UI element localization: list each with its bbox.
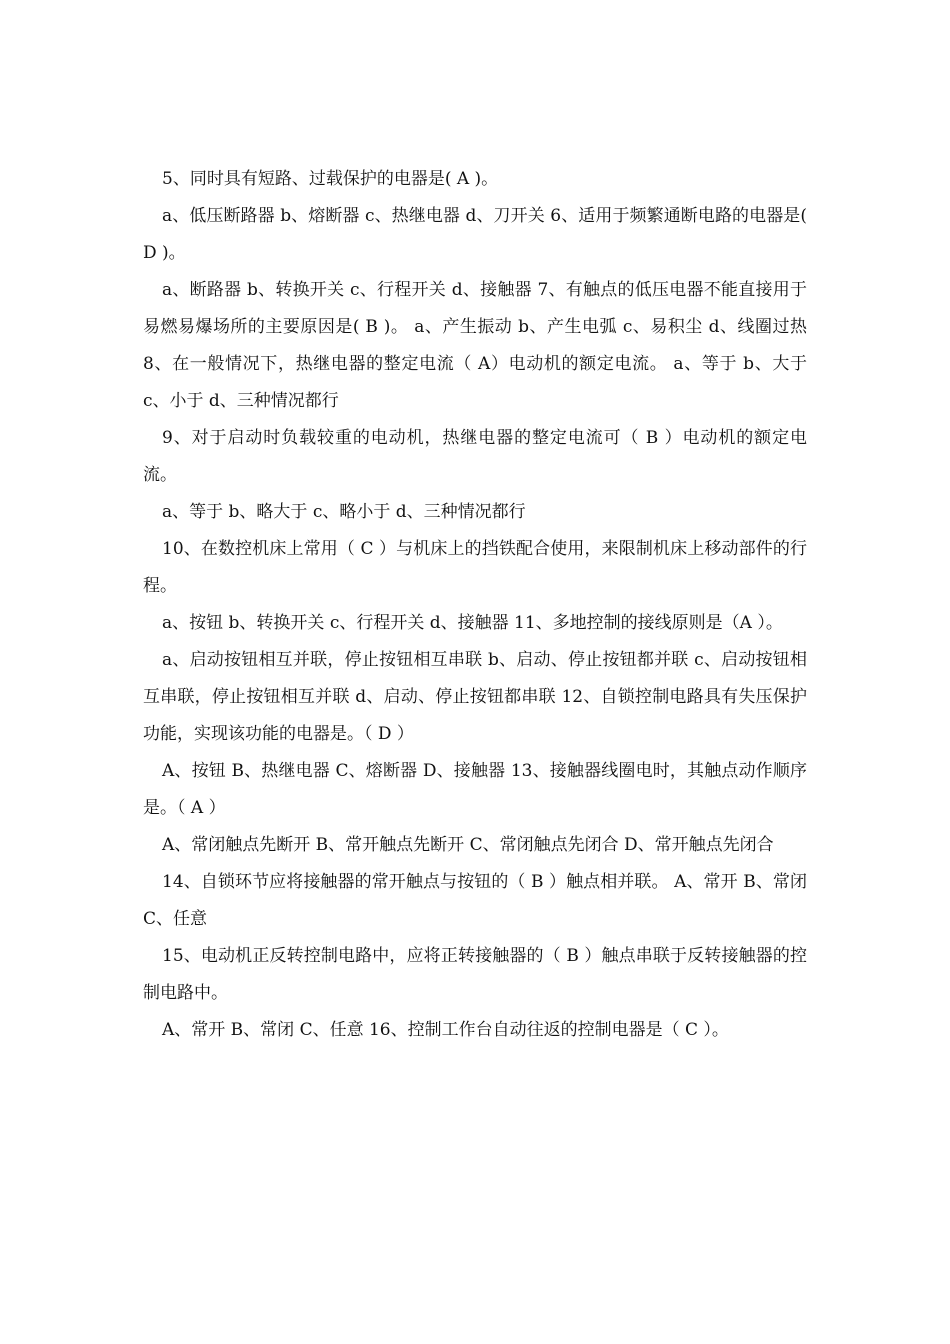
options-11-question-12: a、启动按钮相互并联，停止按钮相互串联 b、启动、停止按钮都并联 c、启动按钮相互串联，停止按钮相互并联 d、启动、停止按钮都串联 12、自锁控制电路具有失压保护功能，实现该功能的电器是。（ D ） (143, 650, 807, 744)
options-12-question-13: A、按钮 B、热继电器 C、熔断器 D、接触器 13、接触器线圈电时，其触点动作顺序是。（ A ） (143, 761, 807, 818)
document-body (143, 161, 807, 1049)
question-9: 9、对于启动时负载较重的电动机，热继电器的整定电流可（ B ）电动机的额定电流。 (143, 428, 807, 485)
options-9: a、等于 b、略大于 c、略小于 d、三种情况都行 (162, 502, 526, 522)
question-10: 10、在数控机床上常用（ C ）与机床上的挡铁配合使用，来限制机床上移动部件的行程。 (143, 539, 807, 596)
question-15: 15、电动机正反转控制电路中，应将正转接触器的（ B ）触点串联于反转接触器的控制电路中。 (143, 946, 807, 1003)
question-14: 14、自锁环节应将接触器的常开触点与按钮的（ B ）触点相并联。 A、常开 B、常闭 C、任意 (143, 872, 807, 929)
question-5: 5、同时具有短路、过载保护的电器是( A )。 (162, 169, 499, 189)
options-13: A、常闭触点先断开 B、常开触点先断开 C、常闭触点先闭合 D、常开触点先闭合 (162, 835, 774, 855)
options-5-question-6: a、低压断路器 b、熔断器 c、热继电器 d、刀开关 6、适用于频繁通断电路的电器是( D )。 (143, 206, 807, 263)
options-15-question-16: A、常开 B、常闭 C、任意 16、控制工作台自动往返的控制电器是（ C ）。 (162, 1020, 729, 1040)
options-6-questions-7-8: a、断路器 b、转换开关 c、行程开关 d、接触器 7、有触点的低压电器不能直接用于易燃易爆场所的主要原因是( B )。 a、产生振动 b、产生电弧 c、易积尘 d、线圈过热 8、在一般情况下，热继电器的整定电流（ A）电动机的额定电流。 a、等于 b、大于 c、小于 d、三种情况都行 (143, 280, 807, 411)
options-10-question-11: a、按钮 b、转换开关 c、行程开关 d、接触器 11、多地控制的接线原则是（A ）。 (162, 613, 783, 633)
